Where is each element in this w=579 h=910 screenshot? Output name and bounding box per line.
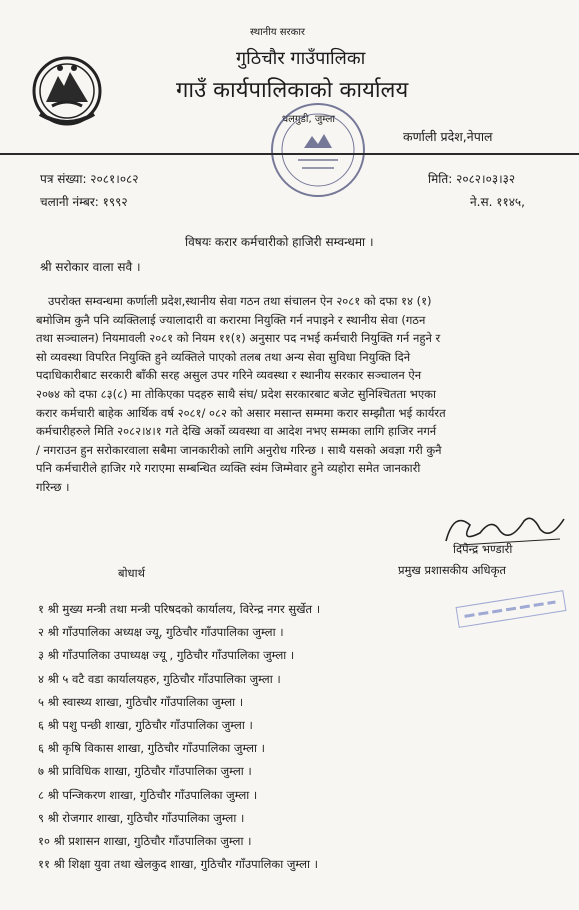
header-divider	[0, 153, 579, 155]
signatory-name: दिपेन्द्र भण्डारी	[453, 542, 513, 556]
cc-list-item: ६ श्री पशु पन्छी शाखा, गुठिचौर गाँउपालिका जुम्ला ।	[38, 717, 253, 732]
cc-list-item: ११ श्री शिक्षा युवा तथा खेलकुद शाखा, गुठिचौर गाँउपालिका जुम्ला ।	[38, 857, 318, 872]
nepal-emblem-icon	[30, 52, 104, 130]
province-label: कर्णाली प्रदेश,नेपाल	[403, 129, 493, 144]
body-line: २०७४ को दफा ८३(८) मा तोकिएका पदहरु साथै संघ/ प्रदेश सरकारबाट बजेट सुनिश्चितता भएका	[36, 386, 436, 401]
body-line: पनि कर्मचारीले हाजिर गरे गराएमा सम्बन्धित व्यक्ति स्वंम जिम्मेवार हुने व्यहोरा समेत जानकारी	[36, 461, 421, 476]
body-line: तथा सञ्चालन) नियमावली २०८१ को नियम ११(१) अनुसार पद नभई कर्मचारी नियुक्ति गर्न नहुने र	[36, 331, 441, 346]
body-line: कर्मचारीहरुले मिति २०८२।४।१ गते देखि अर्को व्यवस्था वा आदेश नभए सम्मका लागि हाजिर नगर्न	[36, 424, 437, 439]
nepal-sambat-year: ने.स. ११४५,	[470, 195, 525, 209]
cc-list-item: २ श्री गाँउपालिका अध्यक्ष ज्यू, गुठिचौर गाँउपालिका जुम्ला ।	[38, 625, 284, 640]
body-line: सो व्यवस्था विपरित नियुक्ति हुने व्यक्तिले पाएको तलब तथा अन्य सेवा सुविधा नियुक्ति दिने	[36, 349, 411, 364]
body-line: / नगराउन हुन सरोकारवाला सबैमा जानकारीको लागि अनुरोध गरिन्छ । साथै यसको अवज्ञा गरी कुनै	[36, 442, 442, 457]
office-stamp-icon	[268, 100, 368, 200]
cc-list-item: ६ श्री कृषि विकास शाखा, गुठिचौर गाँउपालिका जुम्ला ।	[38, 741, 266, 756]
faint-stamp-icon	[455, 590, 567, 629]
letter-date: मिति: २०८२।०३।३२	[428, 172, 516, 186]
body-line: करार कर्मचारी बाहेक आर्थिक वर्ष २०८१/ ०८२ को असार मसान्त सम्ममा करार सम्झौता भई कार्यरत	[36, 405, 446, 420]
cc-list-item: १ श्री मुख्य मन्त्री तथा मन्त्री परिषदको कार्यालय, विरेन्द्र नगर सुर्खेत ।	[38, 602, 321, 616]
cc-list	[38, 598, 468, 876]
cc-list-item: ५ श्री स्वास्थ्य शाखा, गुठिचौर गाँउपालिका जुम्ला ।	[38, 694, 244, 709]
dispatch-number: चलानी नंम्बर: १९९२	[40, 195, 128, 209]
cc-heading: बोधार्थ	[118, 566, 145, 580]
letter-body	[36, 292, 556, 497]
letter-subject: विषयः करार कर्मचारीको हाजिरी सम्वन्धमा ।	[185, 235, 374, 249]
cc-list-item: ८ श्री पन्जिकरण शाखा, गुठिचौर गाँउपालिका जुम्ला ।	[38, 787, 258, 802]
letter-salutation: श्री सरोकार वाला सवै ।	[40, 260, 141, 274]
cc-list-item: १० श्री प्रशासन शाखा, गुठिचौर गाँउपालिका जुम्ला ।	[38, 833, 252, 848]
office-name: गाउँ कार्यपालिकाको कार्यालय	[176, 78, 409, 103]
cc-list-item: ७ श्री प्राविधिक शाखा, गुठिचौर गाँउपालिका जुम्ला ।	[38, 764, 252, 779]
signatory-title: प्रमुख प्रशासकीय अधिकृत	[398, 563, 506, 577]
header-top-line: स्थानीय सरकार	[250, 27, 305, 38]
cc-list-item: ९ श्री रोजगार शाखा, गुठिचौर गाँउपालिका जुम्ला ।	[38, 810, 245, 825]
municipality-name: गुठिचौर गाउँपालिका	[236, 48, 366, 69]
body-line: उपरोक्त सम्वन्धमा कर्णाली प्रदेश,स्थानीय सेवा गठन तथा संचालन ऐन २०८१ को दफा १४ (१)	[48, 294, 432, 308]
reference-number: पत्र संख्या: २०८१।०८२	[40, 172, 139, 186]
office-address: धलगुडी, जुम्ला	[282, 114, 335, 125]
body-line: गरिन्छ ।	[36, 479, 70, 494]
body-line: बमोजिम कुनै पनि व्यक्तिलाई ज्यालादारी वा करारमा नियुक्ति गर्न नपाइने र स्थानीय सेवा (गठन	[36, 312, 426, 327]
cc-list-item: ४ श्री ५ वटै वडा कार्यालयहरु, गुठिचौर गाँउपालिका जुम्ला ।	[38, 671, 281, 686]
cc-list-item: ३ श्री गाँउपालिका उपाध्यक्ष ज्यू , गुठिचौर गाँउपालिका जुम्ला ।	[38, 648, 295, 663]
body-line: पदाधिकारीबाट सरकारी बाँकी सरह असुल उपर गरिने व्यवस्था र स्थानीय सरकार सञ्चालन ऐन	[36, 368, 422, 383]
